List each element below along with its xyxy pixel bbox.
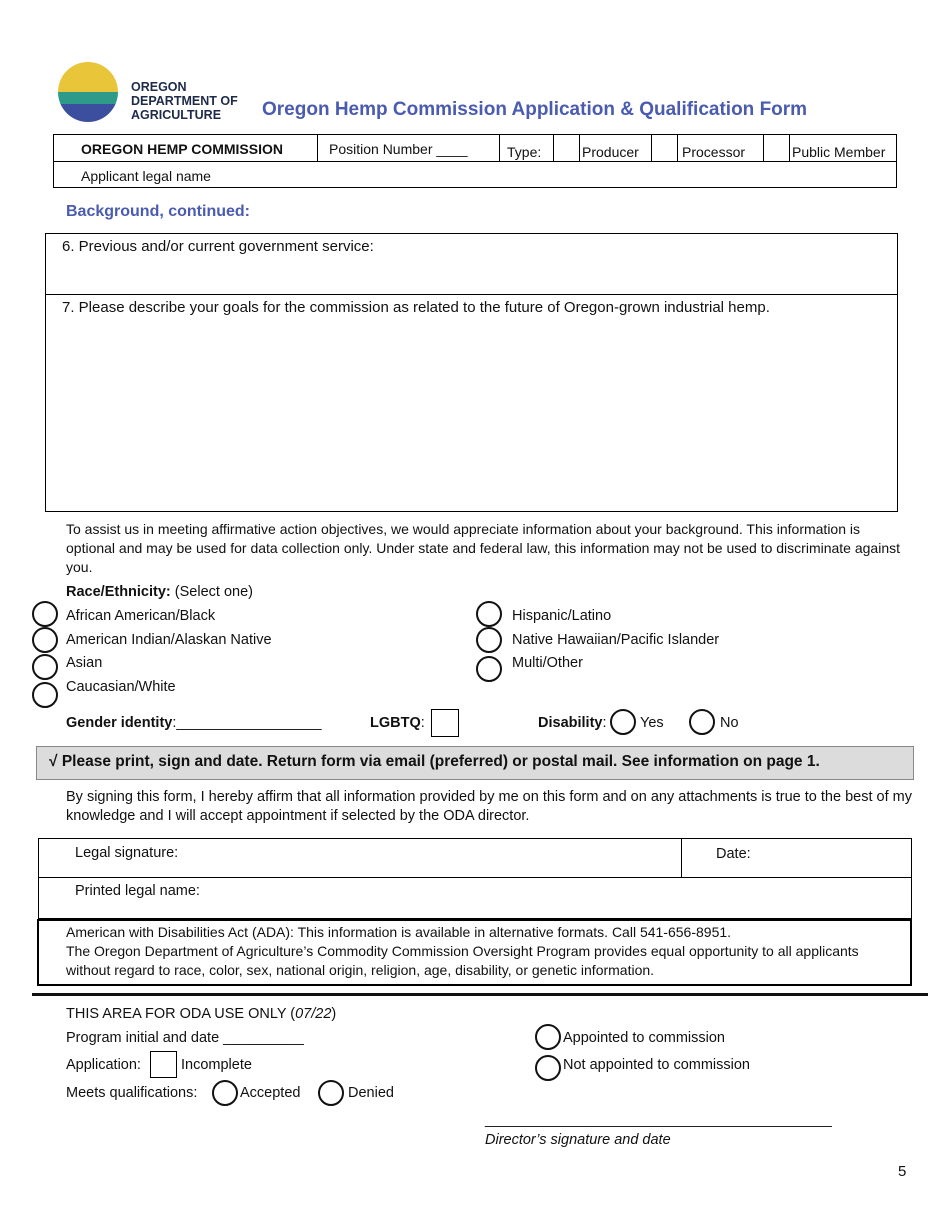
lgbtq-checkbox[interactable] [431,709,459,737]
public-member-checkbox[interactable] [764,135,789,161]
race-option: Caucasian/White [66,679,176,695]
ada-text: American with Disabilities Act (ADA): This information is available in alternative formats. Call 541-656-8951. The Oregon Department of Agriculture’s Commodity Commission Oversight Program provides equal opportunity to all applicants without regard to race, color, sex, national origin, religion, age, disability, or genetic information. [66,924,859,978]
oda-logo-icon [58,62,118,122]
affirmation-text: By signing this form, I hereby affirm that all information provided by me on this form and on any attachments is true to the best of my knowledge and I will accept appointment if selected by the ODA director. [66,789,912,824]
director-signature-line[interactable]: ___________________________________________ [485,1112,832,1128]
race-radio-hispanic[interactable] [476,601,502,627]
appointed-label: Appointed to commission [563,1030,725,1046]
printed-name-field[interactable]: Printed legal name: [75,883,200,899]
race-radio-asian[interactable] [32,654,58,680]
gender-identity-field[interactable]: Gender identity:__________________ [66,715,322,731]
page-number: 5 [898,1163,907,1180]
page-title: Oregon Hemp Commission Application & Qualification Form [262,99,808,120]
oda-logo-text: OREGON DEPARTMENT OF AGRICULTURE [131,80,238,122]
disability-no-radio[interactable] [689,709,715,735]
type-public-member: Public Member [792,144,886,160]
race-radio-multi-other[interactable] [476,656,502,682]
incomplete-label: Incomplete [181,1057,252,1073]
race-radio-american-indian[interactable] [32,627,58,653]
type-processor: Processor [682,144,746,160]
legal-signature-field[interactable]: Legal signature: [75,845,179,861]
processor-checkbox[interactable] [652,135,677,161]
race-radio-native-hawaiian[interactable] [476,627,502,653]
lgbtq-label: LGBTQ: [370,715,425,731]
header-table [53,134,897,188]
question-7[interactable]: 7. Please describe your goals for the commission as related to the future of Oregon-grown industrial hemp. [62,299,770,316]
not-appointed-label: Not appointed to commission [563,1057,750,1073]
commission-name: OREGON HEMP COMMISSION [81,141,283,157]
section-title: Background, continued: [66,203,250,220]
position-number-label[interactable]: Position Number ____ [329,141,468,157]
race-option: Asian [66,655,103,671]
program-initial-field[interactable]: Program initial and date __________ [66,1030,304,1046]
type-producer: Producer [582,144,639,160]
disability-no-label: No [720,715,739,731]
appointed-radio[interactable] [535,1024,561,1050]
disability-yes-label: Yes [640,715,664,731]
race-radio-caucasian[interactable] [32,682,58,708]
race-option: American Indian/Alaskan Native [66,632,272,648]
instructions-banner: √ Please print, sign and date. Return form via email (preferred) or postal mail. See information on page 1. [36,746,914,780]
disability-label: Disability: [538,715,607,731]
accepted-radio[interactable] [212,1080,238,1106]
race-label: Race/Ethnicity: (Select one) [66,584,253,600]
race-option: Hispanic/Latino [512,608,612,624]
director-signature-label: Director’s signature and date [485,1132,671,1148]
disability-yes-radio[interactable] [610,709,636,735]
accepted-label: Accepted [240,1085,301,1101]
question-6[interactable]: 6. Previous and/or current government service: [62,238,374,255]
type-label: Type: [507,144,542,160]
oda-use-heading: THIS AREA FOR ODA USE ONLY (07/22) [66,1006,337,1022]
denied-radio[interactable] [318,1080,344,1106]
date-field[interactable]: Date: [716,846,751,862]
race-option: Native Hawaiian/Pacific Islander [512,632,720,648]
divider [32,993,928,996]
race-option: Multi/Other [512,655,583,671]
questions-box [45,233,898,512]
race-radio-african-american[interactable] [32,601,58,627]
race-option: African American/Black [66,608,216,624]
not-appointed-radio[interactable] [535,1055,561,1081]
denied-label: Denied [348,1085,394,1101]
meets-qualifications-label: Meets qualifications: [66,1085,198,1101]
application-label: Application: [66,1057,141,1073]
applicant-name-field[interactable]: Applicant legal name [81,168,211,184]
producer-checkbox[interactable] [554,135,579,161]
incomplete-checkbox[interactable] [150,1051,177,1078]
affirmative-action-text: To assist us in meeting affirmative action objectives, we would appreciate information about your background. This information is optional and may be used for data collection only. Under state and federal law, this information may not be used to discriminate against you. [66,521,900,575]
